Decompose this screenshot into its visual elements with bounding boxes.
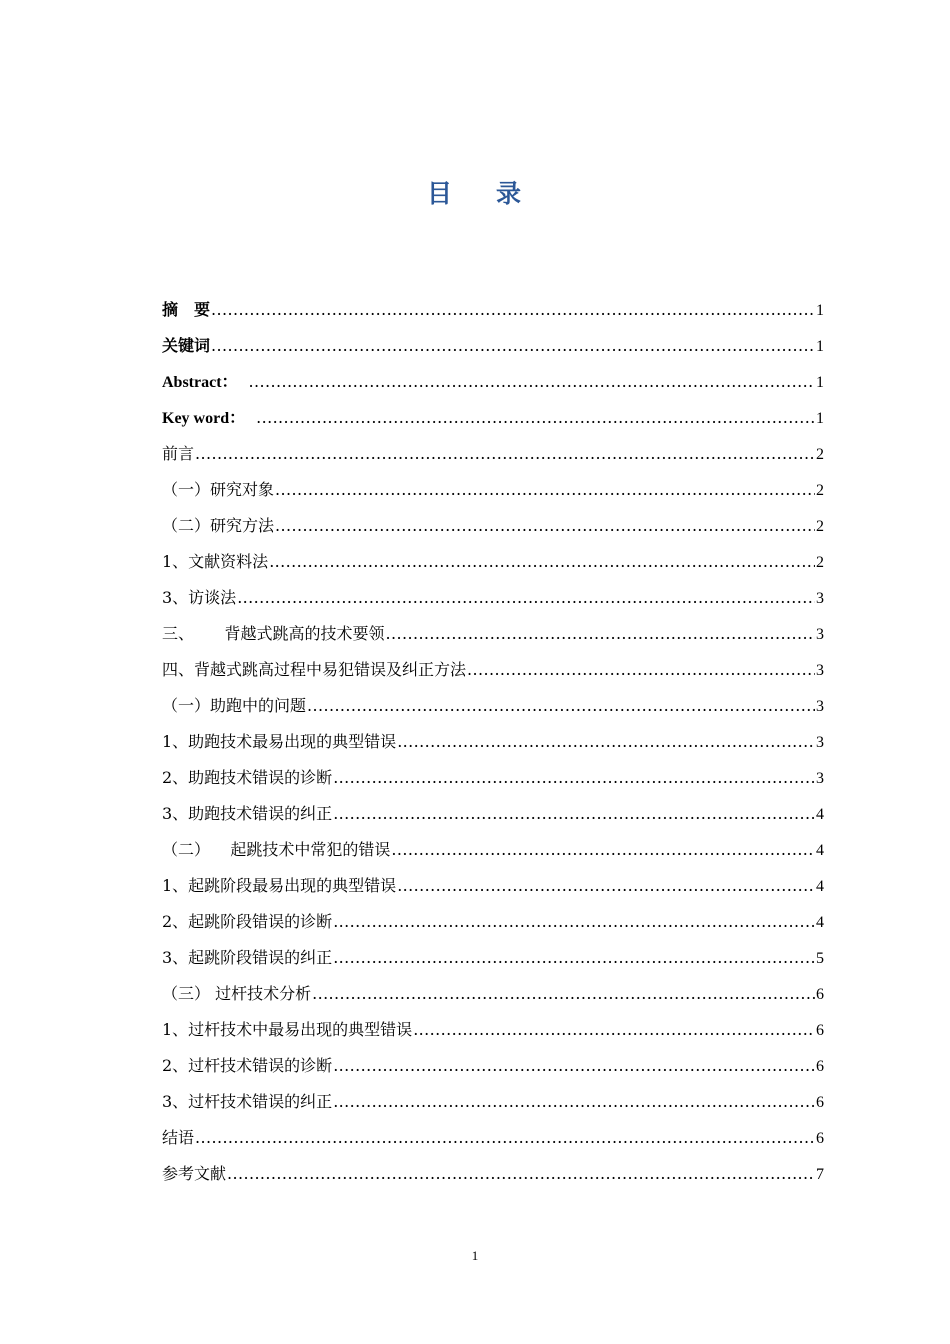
toc-entry[interactable]: [162, 796, 824, 832]
dot-leader: [256, 400, 815, 436]
dot-leader: [391, 832, 815, 868]
toc-entry-page: 3: [816, 590, 824, 607]
dot-leader: [275, 472, 815, 508]
dot-leader: [237, 580, 815, 616]
dot-leader: [333, 796, 815, 832]
toc-entry[interactable]: [162, 724, 824, 760]
toc-entry[interactable]: [162, 1120, 824, 1156]
dot-leader: [333, 760, 815, 796]
toc-entry-page: 3: [816, 662, 824, 679]
page-title: [0, 174, 950, 210]
toc-entry-page: 3: [816, 698, 824, 715]
toc-entry-page: 1: [816, 410, 824, 427]
toc-entry-page: 3: [816, 734, 824, 751]
toc-entry[interactable]: [162, 508, 824, 544]
toc-entry-label: 2、助跑技术错误的诊断: [162, 768, 333, 787]
toc-entry-page: 6: [816, 1130, 824, 1147]
toc-entry-label: （一）助跑中的问题: [162, 696, 307, 715]
toc-entry-page: 2: [816, 446, 824, 463]
toc-entry-page: 6: [816, 1022, 824, 1039]
toc-entry-page: 3: [816, 626, 824, 643]
toc-entry-label: （三） 过杆技术分析: [162, 984, 312, 1003]
toc-entry[interactable]: [162, 364, 824, 400]
toc-entry-page: 7: [816, 1166, 824, 1183]
toc-entry-label: 3、访谈法: [162, 588, 237, 607]
title-char-2: 录: [496, 179, 524, 208]
toc-entry[interactable]: [162, 652, 824, 688]
toc-entry[interactable]: [162, 1048, 824, 1084]
toc-entry[interactable]: [162, 400, 824, 436]
toc-entry-label: （二） 起跳技术中常犯的错误: [162, 840, 391, 859]
toc-entry-label: 1、助跑技术最易出现的典型错误: [162, 732, 397, 751]
toc-entry-label: Abstract：: [162, 374, 238, 391]
title-char-1: 目: [426, 179, 454, 208]
toc-entry-label: 前言: [162, 444, 195, 463]
toc-entry-page: 6: [816, 1058, 824, 1075]
toc-entry[interactable]: [162, 328, 824, 364]
page-number: 1: [471, 1248, 479, 1263]
dot-leader: [275, 508, 815, 544]
toc-entry-label: 2、起跳阶段错误的诊断: [162, 912, 333, 931]
toc-entry[interactable]: [162, 292, 824, 328]
dot-leader: [227, 1156, 815, 1192]
dot-leader: [195, 436, 815, 472]
toc-entry-page: 5: [816, 950, 824, 967]
toc-entry[interactable]: [162, 580, 824, 616]
toc-entry-page: 6: [816, 986, 824, 1003]
dot-leader: [333, 904, 815, 940]
toc-entry-page: 1: [816, 338, 824, 355]
toc-entry-page: 4: [816, 806, 824, 823]
dot-leader: [269, 544, 815, 580]
table-of-contents: [162, 292, 824, 1192]
toc-entry[interactable]: [162, 1084, 824, 1120]
toc-entry-label: （一）研究对象: [162, 480, 275, 499]
toc-entry[interactable]: [162, 904, 824, 940]
dot-leader: [249, 364, 815, 400]
toc-entry[interactable]: [162, 940, 824, 976]
toc-entry[interactable]: [162, 832, 824, 868]
toc-entry-page: 4: [816, 878, 824, 895]
toc-entry[interactable]: [162, 472, 824, 508]
toc-entry-page: 3: [816, 770, 824, 787]
toc-entry-page: 2: [816, 482, 824, 499]
toc-entry[interactable]: [162, 544, 824, 580]
toc-entry-page: 4: [816, 842, 824, 859]
toc-entry[interactable]: [162, 688, 824, 724]
toc-entry-label: 参考文献: [162, 1164, 227, 1183]
toc-entry-label: 摘 要: [162, 302, 211, 319]
toc-entry-page: 4: [816, 914, 824, 931]
toc-entry-label: 四、背越式跳高过程中易犯错误及纠正方法: [162, 660, 467, 679]
toc-entry[interactable]: [162, 760, 824, 796]
dot-leader: [333, 1048, 815, 1084]
toc-entry-label: 关键词: [162, 338, 211, 355]
dot-leader: [211, 292, 815, 328]
dot-leader: [333, 940, 815, 976]
dot-leader: [307, 688, 815, 724]
toc-entry[interactable]: [162, 868, 824, 904]
dot-leader: [397, 724, 815, 760]
dot-leader: [211, 328, 815, 364]
dot-leader: [397, 868, 815, 904]
toc-entry-label: 结语: [162, 1128, 195, 1147]
toc-entry-label: 3、助跑技术错误的纠正: [162, 804, 333, 823]
toc-entry-page: 2: [816, 518, 824, 535]
toc-entry[interactable]: [162, 616, 824, 652]
toc-entry-label: （二）研究方法: [162, 516, 275, 535]
toc-entry-page: 1: [816, 302, 824, 319]
toc-entry-page: 1: [816, 374, 824, 391]
toc-entry[interactable]: [162, 1012, 824, 1048]
dot-leader: [333, 1084, 815, 1120]
toc-entry-label: 2、过杆技术错误的诊断: [162, 1056, 333, 1075]
dot-leader: [386, 616, 815, 652]
toc-entry-page: 6: [816, 1094, 824, 1111]
toc-entry-label: Key word：: [162, 410, 246, 427]
toc-entry[interactable]: [162, 436, 824, 472]
toc-entry[interactable]: [162, 976, 824, 1012]
toc-entry-page: 2: [816, 554, 824, 571]
toc-entry-label: 3、过杆技术错误的纠正: [162, 1092, 333, 1111]
dot-leader: [413, 1012, 815, 1048]
dot-leader: [312, 976, 815, 1012]
toc-entry-label: 1、文献资料法: [162, 552, 269, 571]
toc-entry-label: 三、 背越式跳高的技术要领: [162, 624, 385, 643]
dot-leader: [467, 652, 815, 688]
toc-entry-label: 1、起跳阶段最易出现的典型错误: [162, 876, 397, 895]
toc-entry[interactable]: [162, 1156, 824, 1192]
dot-leader: [195, 1120, 815, 1156]
toc-entry-label: 1、过杆技术中最易出现的典型错误: [162, 1020, 413, 1039]
toc-entry-label: 3、起跳阶段错误的纠正: [162, 948, 333, 967]
